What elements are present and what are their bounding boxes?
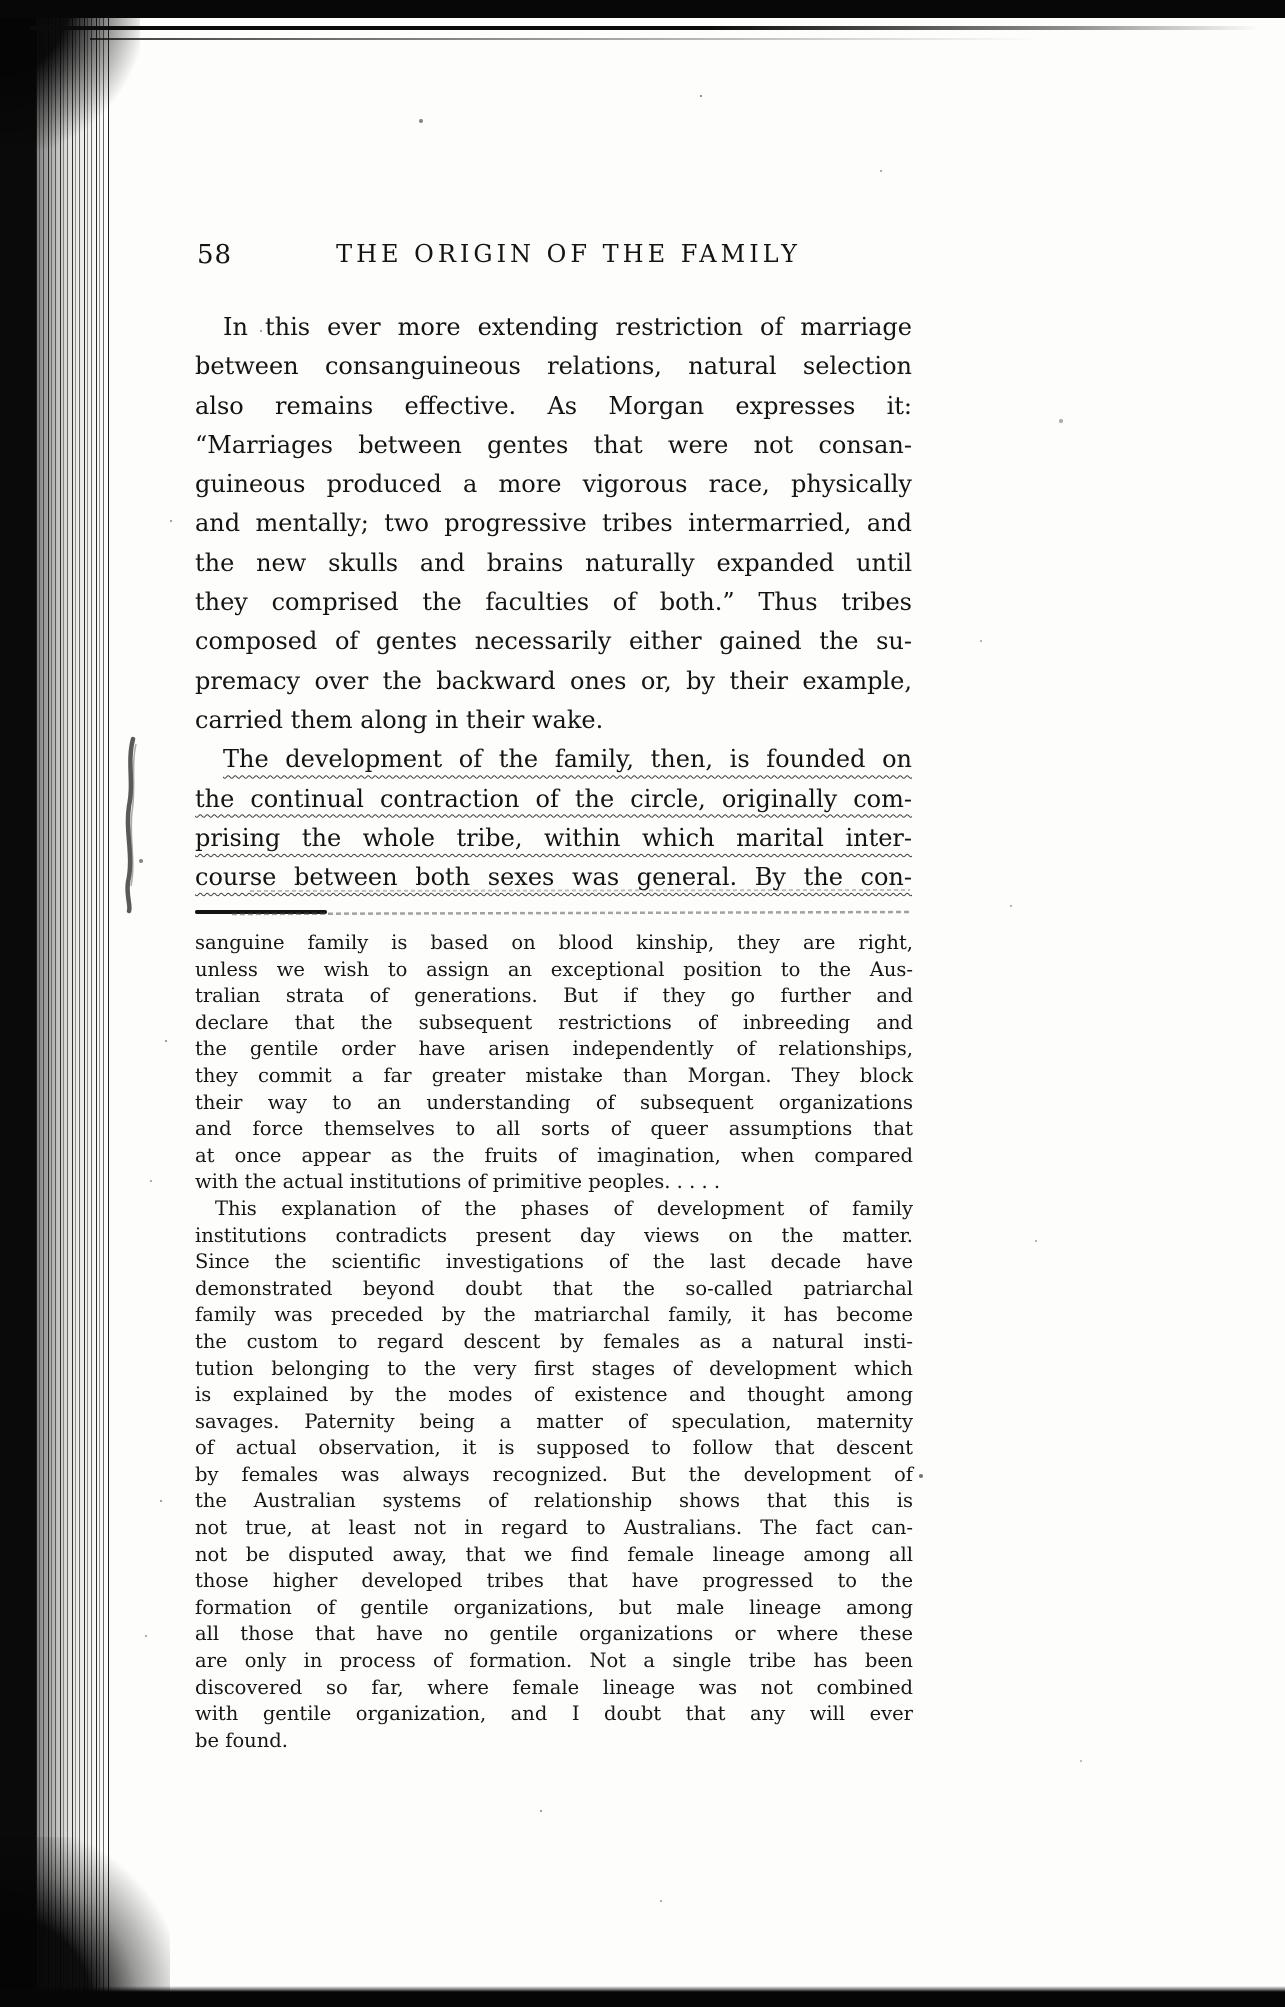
text-line: institutions contradicts present day views on the matter. — [195, 1223, 913, 1247]
text-line: In this ever more extending restriction of marriage — [223, 313, 912, 341]
text-line: guineous produced a more vigorous race, physically — [195, 470, 912, 499]
text-line: their way to an understanding of subsequent organizations — [195, 1090, 913, 1114]
text-line — [195, 780, 912, 819]
text-line: the new skulls and brains naturally expanded until — [195, 548, 912, 577]
scan-bottom-edge — [0, 1986, 1285, 2007]
scan-top-edge — [0, 0, 1285, 18]
text-line: by females was always recognized. But the development of — [195, 1462, 913, 1486]
text-line: This explanation of the phases of development of family — [215, 1196, 913, 1220]
text-line: are only in process of formation. Not a single tribe has been — [195, 1649, 913, 1673]
margin-pencil-mark — [120, 736, 142, 914]
text-line: premacy over the backward ones or, by their example, — [195, 666, 912, 695]
text-line: be found. — [195, 1728, 288, 1752]
text-line: declare that the subsequent restrictions of inbreeding and — [195, 1010, 913, 1034]
footnote-paragraph-2 — [195, 1196, 913, 1754]
text-line: of actual observation, it is supposed to follow that descent — [195, 1436, 913, 1460]
text-line: sanguine family is based on blood kinship, they are right, — [195, 931, 913, 954]
text-line: composed of gentes necessarily either gained the su- — [195, 627, 912, 656]
underlined-text: the continual contraction of the circle, originally com- — [195, 784, 912, 813]
text-line: is explained by the modes of existence and thought among — [195, 1383, 913, 1407]
book-spine-edge — [0, 0, 36, 2007]
text-line: family was preceded by the matriarchal family, it has become — [195, 1303, 913, 1327]
text-line: the custom to regard descent by females as a natural insti- — [195, 1329, 913, 1353]
body-paragraph-1 — [195, 308, 912, 740]
body-text — [195, 308, 912, 897]
text-line: between consanguineous relations, natural selection — [195, 352, 912, 381]
text-line — [195, 819, 912, 858]
text-line: “Marriages between gentes that were not consan- — [195, 430, 912, 459]
text-line — [195, 740, 912, 779]
scan-top-streak — [30, 26, 1260, 30]
underlined-text: prising the whole tribe, within which marital inter- — [195, 823, 912, 852]
footnote-paragraph-1 — [195, 930, 913, 1196]
underlined-text: course between both sexes was general. By the con- — [195, 863, 912, 892]
text-line: they commit a far greater mistake than Morgan. They block — [195, 1063, 913, 1087]
scan-corner-shadow-bottom-left — [0, 1837, 170, 2007]
footnote-text — [195, 930, 913, 1754]
text-line: Since the scientific investigations of the last decade have — [195, 1250, 913, 1274]
text-line: the Australian systems of relationship shows that this is — [195, 1489, 913, 1513]
text-line: those higher developed tribes that have progressed to the — [195, 1569, 913, 1593]
underlined-text: The development of the family, then, is founded on — [223, 745, 912, 774]
body-paragraph-2-underlined — [195, 740, 912, 897]
text-line: savages. Paternity being a matter of speculation, maternity — [195, 1409, 913, 1433]
text-line: and force themselves to all sorts of queer assumptions that — [195, 1117, 913, 1141]
stray-pencil-line — [250, 886, 910, 896]
text-line: formation of gentile organizations, but male lineage among — [195, 1595, 913, 1619]
text-line: not be disputed away, that we find female lineage among all — [195, 1542, 913, 1566]
text-line: carried them along in their wake. — [195, 705, 604, 734]
book-page-edge-streaks — [36, 0, 110, 2007]
running-title: THE ORIGIN OF THE FAMILY — [336, 240, 801, 268]
text-line: not true, at least not in regard to Australians. The fact can- — [195, 1516, 913, 1540]
text-line: all those that have no gentile organizations or where these — [195, 1622, 913, 1646]
scan-corner-shadow-top-left — [0, 0, 140, 150]
text-line: with the actual institutions of primitive peoples. . . . . — [195, 1170, 721, 1194]
text-line: demonstrated beyond doubt that the so-called patriarchal — [195, 1276, 913, 1300]
scan-top-streak-2 — [90, 38, 1040, 40]
text-line: tralian strata of generations. But if they go further and — [195, 984, 913, 1008]
page-number: 58 — [197, 240, 233, 270]
text-line: they comprised the faculties of both.” Thus tribes — [195, 588, 912, 617]
page-header — [195, 240, 912, 276]
text-line: the gentile order have arisen independently of relationships, — [195, 1037, 913, 1061]
text-line: with gentile organization, and I doubt that any will ever — [195, 1702, 913, 1726]
text-line: also remains effective. As Morgan expresses it: — [195, 391, 912, 420]
text-line: at once appear as the fruits of imagination, when compared — [195, 1143, 913, 1167]
text-line: discovered so far, where female lineage was not combined — [195, 1675, 913, 1699]
footnote-separator-pencil-line — [232, 907, 912, 919]
text-line: tution belonging to the very first stages of development which — [195, 1356, 913, 1380]
scan-noise-speckles — [0, 0, 2, 2]
text-line: and mentally; two progressive tribes intermarried, and — [195, 509, 912, 538]
text-line: unless we wish to assign an exceptional position to the Aus- — [195, 957, 913, 981]
